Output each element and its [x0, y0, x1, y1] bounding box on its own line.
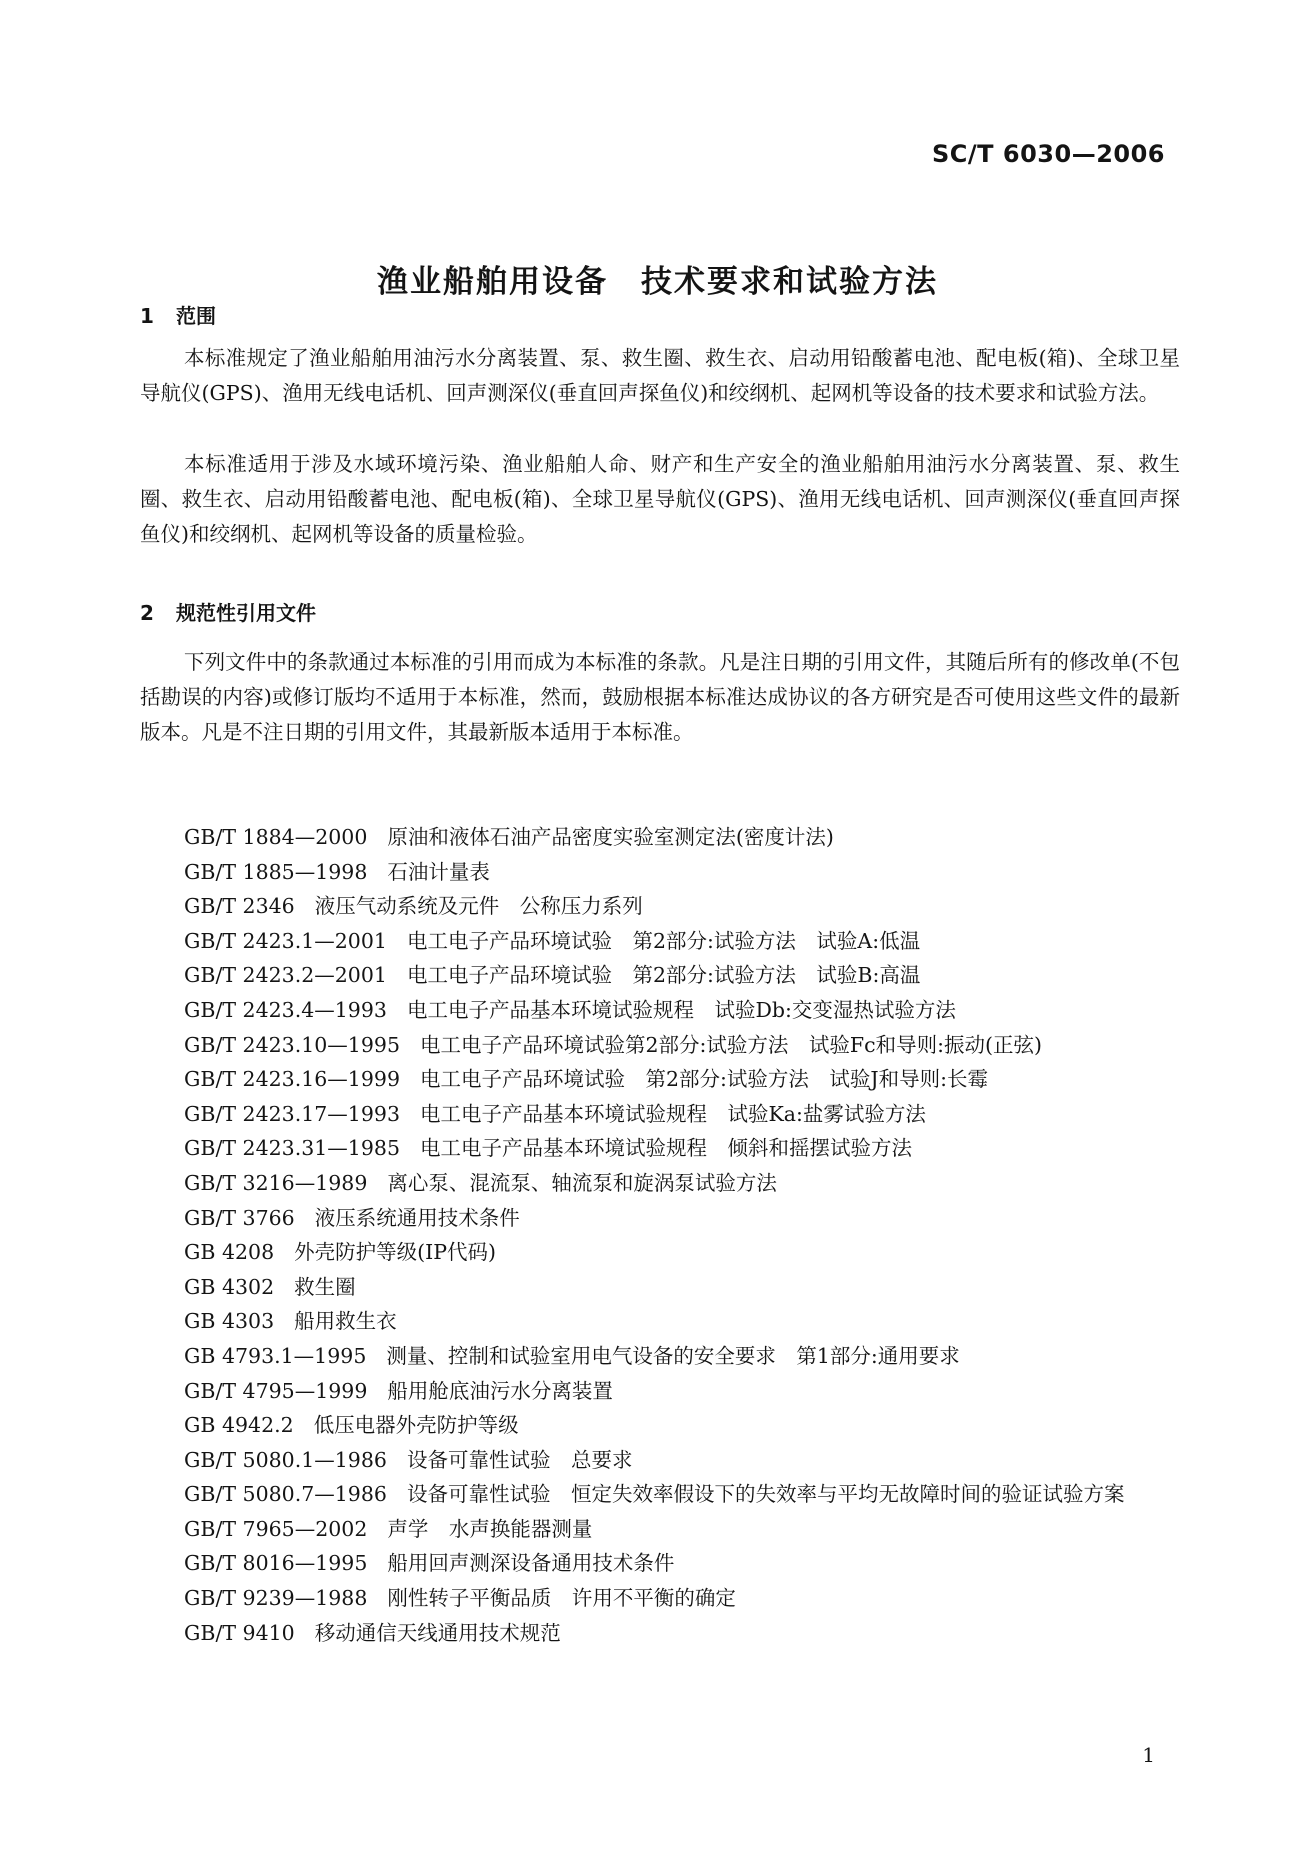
- references-intro-paragraph: 下列文件中的条款通过本标准的引用而成为本标准的条款。凡是注日期的引用文件，其随后所有的修改单(不包括勘误的内容)或修订版均不适用于本标准，然而，鼓励根据本标准达成协议的各方研究是否可使用这些文件的最新版本。凡是不注日期的引用文件，其最新版本适用于本标准。: [140, 650, 1180, 744]
- reference-title: 液压系统通用技术条件: [314, 1205, 520, 1230]
- reference-item: [140, 1443, 1180, 1478]
- reference-item: [140, 1581, 1180, 1616]
- reference-title: 离心泵、混流泵、轴流泵和旋涡泵试验方法: [387, 1170, 777, 1195]
- reference-code: GB/T 2423.4—1993: [184, 997, 387, 1022]
- reference-item: [140, 958, 1180, 993]
- reference-code: GB/T 2346: [184, 894, 295, 919]
- reference-title: 声学 水声换能器测量: [387, 1516, 593, 1541]
- reference-item: [140, 1166, 1180, 1201]
- reference-code: GB/T 3766: [184, 1205, 295, 1230]
- page-number: 1: [1142, 1743, 1155, 1767]
- reference-item: [140, 1546, 1180, 1581]
- reference-item: [140, 1028, 1180, 1063]
- reference-item: [140, 1304, 1180, 1339]
- section-2-heading: [140, 597, 316, 626]
- reference-title: 电工电子产品环境试验第2部分:试验方法 试验Fc和导则:振动(正弦): [419, 1032, 1043, 1057]
- reference-title: 船用救生衣: [294, 1309, 397, 1334]
- reference-item: [140, 1235, 1180, 1270]
- reference-title: 船用舱底油污水分离装置: [387, 1378, 613, 1403]
- reference-item: [140, 1097, 1180, 1132]
- reference-code: GB/T 5080.1—1986: [184, 1447, 387, 1472]
- reference-title: 测量、控制和试验室用电气设备的安全要求 第1部分:通用要求: [386, 1343, 960, 1368]
- reference-title: 石油计量表: [387, 859, 490, 884]
- reference-code: GB/T 3216—1989: [184, 1170, 368, 1195]
- reference-title: 刚性转子平衡品质 许用不平衡的确定: [387, 1586, 736, 1611]
- reference-code: GB 4942.2: [184, 1413, 294, 1438]
- reference-title: 原油和液体石油产品密度实验室测定法(密度计法): [387, 825, 834, 849]
- reference-title: 低压电器外壳防护等级: [313, 1413, 519, 1438]
- section-title: 规范性引用文件: [176, 601, 316, 625]
- reference-title: 船用回声测深设备通用技术条件: [387, 1551, 675, 1576]
- reference-code: GB/T 2423.16—1999: [184, 1067, 400, 1092]
- reference-item: [140, 1512, 1180, 1547]
- reference-title: 外壳防护等级(IP代码): [294, 1240, 497, 1265]
- reference-title: 设备可靠性试验 总要求: [406, 1447, 633, 1472]
- scope-paragraph-2: 本标准适用于涉及水域环境污染、渔业船舶人命、财产和生产安全的渔业船舶用油污水分离装置、泵、救生圈、救生衣、启动用铅酸蓄电池、配电板(箱)、全球卫星导航仪(GPS)、渔用无线电话机、回声测深仪(垂直回声探鱼仪)和绞纲机、起网机等设备的质量检验。: [140, 452, 1180, 546]
- reference-item: [140, 889, 1180, 924]
- reference-item: [140, 855, 1180, 890]
- reference-title: 电工电子产品环境试验 第2部分:试验方法 试验J和导则:长霉: [419, 1067, 989, 1092]
- reference-item: [140, 1339, 1180, 1374]
- reference-title: 电工电子产品基本环境试验规程 试验Ka:盐雾试验方法: [419, 1101, 926, 1126]
- reference-item: [140, 1270, 1180, 1305]
- reference-code: GB 4303: [184, 1309, 275, 1334]
- section-number: 2: [140, 601, 154, 625]
- reference-item: [140, 1408, 1180, 1443]
- reference-code: GB 4208: [184, 1240, 275, 1265]
- reference-title: 电工电子产品基本环境试验规程 倾斜和摇摆试验方法: [419, 1136, 912, 1161]
- reference-item: [140, 993, 1180, 1028]
- reference-code: GB/T 2423.17—1993: [184, 1101, 400, 1126]
- reference-code: GB/T 5080.7—1986: [184, 1482, 387, 1507]
- reference-item: [140, 1062, 1180, 1097]
- section-title: 范围: [176, 304, 216, 328]
- standard-code: SC/T 6030—2006: [932, 140, 1165, 168]
- reference-item: [140, 1374, 1180, 1409]
- reference-code: GB 4302: [184, 1274, 275, 1299]
- reference-title: 设备可靠性试验 恒定失效率假设下的失效率与平均无故障时间的验证试验方案: [406, 1482, 1125, 1507]
- reference-item: [140, 1477, 1180, 1512]
- reference-item: [140, 1616, 1180, 1651]
- section-1-heading: [140, 300, 216, 329]
- reference-code: GB/T 2423.10—1995: [184, 1032, 400, 1057]
- reference-title: 电工电子产品环境试验 第2部分:试验方法 试验B:高温: [406, 963, 921, 988]
- reference-title: 移动通信天线通用技术规范: [314, 1620, 561, 1645]
- reference-item: [140, 1131, 1180, 1166]
- reference-title: 救生圈: [294, 1274, 356, 1299]
- reference-code: GB/T 9410: [184, 1620, 295, 1645]
- section-number: 1: [140, 304, 154, 328]
- reference-code: GB/T 2423.2—2001: [184, 963, 387, 988]
- document-title: 渔业船舶用设备 技术要求和试验方法: [377, 264, 938, 300]
- reference-item: [140, 1201, 1180, 1236]
- reference-code: GB/T 8016—1995: [184, 1551, 368, 1576]
- reference-title: 电工电子产品环境试验 第2部分:试验方法 试验A:低温: [406, 928, 921, 953]
- reference-code: GB/T 4795—1999: [184, 1378, 368, 1403]
- reference-code: GB/T 1885—1998: [184, 859, 368, 884]
- reference-code: GB/T 7965—2002: [184, 1516, 368, 1541]
- reference-title: 液压气动系统及元件 公称压力系列: [314, 894, 643, 919]
- reference-code: GB 4793.1—1995: [184, 1343, 367, 1368]
- reference-code: GB/T 1884—2000: [184, 825, 368, 849]
- reference-code: GB/T 2423.31—1985: [184, 1136, 400, 1161]
- reference-item: [140, 820, 1180, 855]
- scope-paragraph-1: 本标准规定了渔业船舶用油污水分离装置、泵、救生圈、救生衣、启动用铅酸蓄电池、配电板(箱)、全球卫星导航仪(GPS)、渔用无线电话机、回声测深仪(垂直回声探鱼仪)和绞纲机、起网机等设备的技术要求和试验方法。: [140, 346, 1180, 405]
- reference-title: 电工电子产品基本环境试验规程 试验Db:交变湿热试验方法: [406, 997, 956, 1022]
- reference-item: [140, 924, 1180, 959]
- reference-code: GB/T 9239—1988: [184, 1586, 368, 1611]
- reference-list: [140, 820, 1180, 1650]
- reference-code: GB/T 2423.1—2001: [184, 928, 387, 953]
